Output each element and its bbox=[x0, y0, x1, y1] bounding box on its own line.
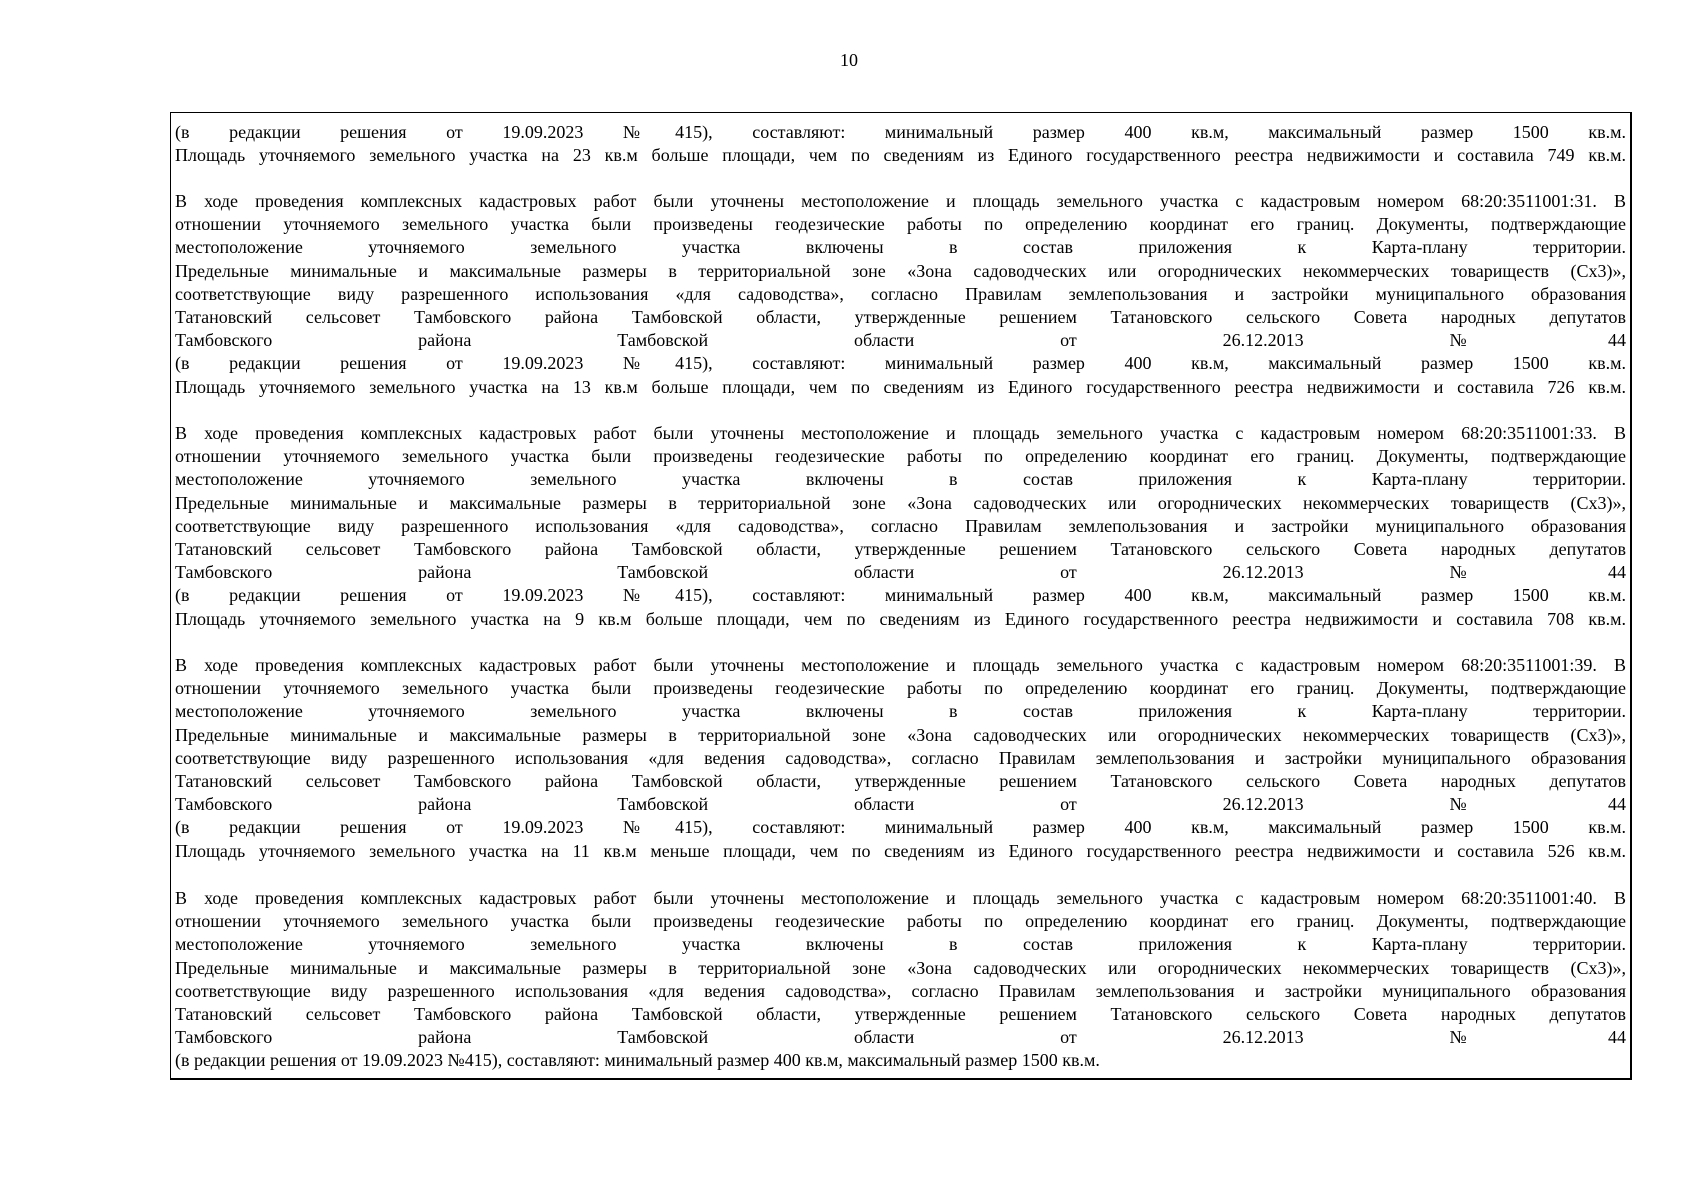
text-line: Площадь уточняемого земельного участка на 9 кв.м больше площади, чем по сведениям из Единого государственного реестра недвижимости и составила 708 кв.м. bbox=[175, 608, 1626, 629]
text-line: (в редакции решения от 19.09.2023 №415), составляют: минимальный размер 400 кв.м, максимальный размер 1500 кв.м. bbox=[175, 585, 1626, 606]
text-line: Татановский сельсовет Тамбовского района Тамбовской области, утвержденные решением Татановского сельского Совета народных депутатов bbox=[175, 770, 1626, 791]
text-line: Тамбовского района Тамбовской области от 26.12.2013 №44 bbox=[175, 330, 1626, 351]
text-line: Тамбовского района Тамбовской области от 26.12.2013 №44 bbox=[175, 1027, 1626, 1048]
text-line: соответствующие виду разрешенного использования «для ведения садоводства», согласно Правилам землепользования и застройки муниципального образования bbox=[175, 980, 1626, 1001]
text-line: В ходе проведения комплексных кадастровых работ были уточнены местоположение и площадь земельного участка с кадастровым номером 68:20:3511001:33. В bbox=[175, 423, 1626, 443]
text-line: В ходе проведения комплексных кадастровых работ были уточнены местоположение и площадь земельного участка с кадастровым номером 68:20:3511001:31. В bbox=[175, 191, 1626, 211]
text-line: Татановский сельсовет Тамбовского района Тамбовской области, утвержденные решением Татановского сельского Совета народных депутатов bbox=[175, 1003, 1626, 1024]
text-line: соответствующие виду разрешенного использования «для садоводства», согласно Правилам землепользования и застройки муниципального образования bbox=[175, 515, 1626, 536]
text-line: (в редакции решения от 19.09.2023 №415), составляют: минимальный размер 400 кв.м, максимальный размер 1500 кв.м. bbox=[175, 1050, 1100, 1071]
text-line: отношении уточняемого земельного участка были произведены геодезические работы по определению координат его границ. Документы, подтверждающие bbox=[175, 678, 1626, 699]
paragraph bbox=[175, 422, 1626, 631]
text-line: местоположение уточняемого земельного участка включены в состав приложения к Карта-плану территории. bbox=[175, 237, 1626, 258]
page-number: 10 bbox=[840, 50, 858, 70]
text-line: Предельные минимальные и максимальные размеры в территориальной зоне «Зона садоводческих или огороднических некоммерческих товариществ (Сх3)», bbox=[175, 957, 1626, 978]
text-line: (в редакции решения от 19.09.2023 №415), составляют: минимальный размер 400 кв.м, максимальный размер 1500 кв.м. bbox=[175, 122, 1626, 142]
text-line: соответствующие виду разрешенного использования «для садоводства», согласно Правилам землепользования и застройки муниципального образования bbox=[175, 283, 1626, 304]
text-line: Предельные минимальные и максимальные размеры в территориальной зоне «Зона садоводческих или огороднических некоммерческих товариществ (Сх3)», bbox=[175, 492, 1626, 513]
text-line: В ходе проведения комплексных кадастровых работ были уточнены местоположение и площадь земельного участка с кадастровым номером 68:20:3511001:39. В bbox=[175, 655, 1626, 675]
text-line: Татановский сельсовет Тамбовского района Тамбовской области, утвержденные решением Татановского сельского Совета народных депутатов bbox=[175, 538, 1626, 559]
text-line: (в редакции решения от 19.09.2023 №415), составляют: минимальный размер 400 кв.м, максимальный размер 1500 кв.м. bbox=[175, 817, 1626, 838]
document-frame bbox=[170, 112, 1632, 1080]
text-line: Площадь уточняемого земельного участка на 13 кв.м больше площади, чем по сведениям из Единого государственного реестра недвижимости и составила 726 кв.м. bbox=[175, 376, 1626, 397]
text-line: отношении уточняемого земельного участка были произведены геодезические работы по определению координат его границ. Документы, подтверждающие bbox=[175, 446, 1626, 467]
paragraph bbox=[175, 654, 1626, 863]
text-line: Предельные минимальные и максимальные размеры в территориальной зоне «Зона садоводческих или огороднических некоммерческих товариществ (Сх3)», bbox=[175, 260, 1626, 281]
text-line: Тамбовского района Тамбовской области от 26.12.2013 №44 bbox=[175, 794, 1626, 815]
paragraph bbox=[175, 121, 1626, 167]
paragraph bbox=[175, 190, 1626, 399]
text-line: местоположение уточняемого земельного участка включены в состав приложения к Карта-плану территории. bbox=[175, 934, 1626, 955]
text-line: отношении уточняемого земельного участка были произведены геодезические работы по определению координат его границ. Документы, подтверждающие bbox=[175, 911, 1626, 932]
text-line: Площадь уточняемого земельного участка на 23 кв.м больше площади, чем по сведениям из Единого государственного реестра недвижимости и составила 749 кв.м. bbox=[175, 145, 1626, 166]
text-line: Тамбовского района Тамбовской области от 26.12.2013 №44 bbox=[175, 562, 1626, 583]
text-line: Площадь уточняемого земельного участка на 11 кв.м меньше площади, чем по сведениям из Единого государственного реестра недвижимости и составила 526 кв.м. bbox=[175, 840, 1626, 861]
text-line: местоположение уточняемого земельного участка включены в состав приложения к Карта-плану территории. bbox=[175, 469, 1626, 490]
paragraph bbox=[175, 887, 1626, 1073]
text-line: отношении уточняемого земельного участка были произведены геодезические работы по определению координат его границ. Документы, подтверждающие bbox=[175, 214, 1626, 235]
text-line: Предельные минимальные и максимальные размеры в территориальной зоне «Зона садоводческих или огороднических некоммерческих товариществ (Сх3)», bbox=[175, 724, 1626, 745]
text-line: В ходе проведения комплексных кадастровых работ были уточнены местоположение и площадь земельного участка с кадастровым номером 68:20:3511001:40. В bbox=[175, 888, 1626, 908]
text-line: соответствующие виду разрешенного использования «для ведения садоводства», согласно Правилам землепользования и застройки муниципального образования bbox=[175, 747, 1626, 768]
text-line: Татановский сельсовет Тамбовского района Тамбовской области, утвержденные решением Татановского сельского Совета народных депутатов bbox=[175, 306, 1626, 327]
text-line: (в редакции решения от 19.09.2023 №415), составляют: минимальный размер 400 кв.м, максимальный размер 1500 кв.м. bbox=[175, 353, 1626, 374]
text-line: местоположение уточняемого земельного участка включены в состав приложения к Карта-плану территории. bbox=[175, 701, 1626, 722]
